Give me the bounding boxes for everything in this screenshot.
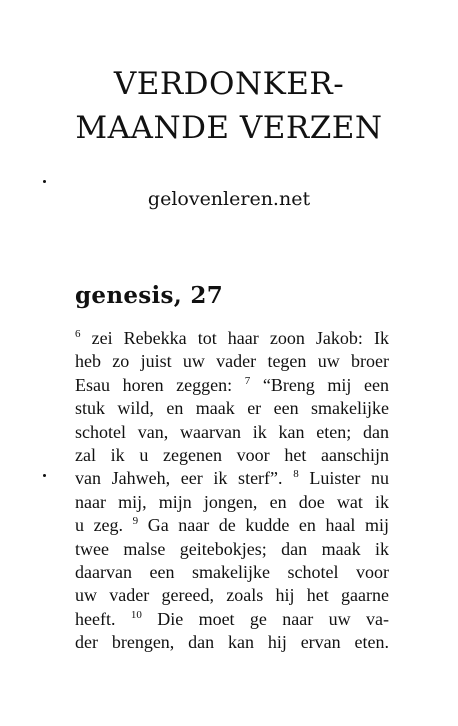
verse-line: [75, 444, 389, 467]
verse-text: Die moet ge naar uw va-: [141, 608, 389, 629]
verse-text: van Jahweh, eer ik sterf”.: [75, 468, 294, 489]
document-title: [0, 62, 458, 150]
verse-number: 8: [293, 468, 299, 481]
verse-line: [75, 538, 389, 561]
verse-line: [75, 397, 389, 420]
verse-line: [75, 514, 389, 537]
verse-line: [75, 608, 389, 631]
verse-text: “Breng mij een: [250, 374, 389, 395]
verse-text: zal ik u zegenen voor het aanschijn: [75, 445, 389, 466]
verse-text: u zeg.: [75, 515, 133, 536]
verse-line: [75, 350, 389, 373]
verse-line: [75, 421, 389, 444]
verse-text: der brengen, dan kan hij ervan eten.: [75, 632, 389, 653]
margin-dot: [43, 474, 46, 477]
verse-text: Luister nu: [298, 468, 389, 489]
title-line-2: MAANDE VERZEN: [75, 110, 383, 146]
verse-text: zei Rebekka tot haar zoon Jakob: Ik: [80, 328, 389, 348]
verse-text: uw vader gereed, zoals hij het gaarne: [75, 585, 389, 606]
verse-line: [75, 631, 389, 654]
verse-text: twee malse geitebokjes; dan maak ik: [75, 538, 389, 559]
verse-number: 6: [75, 328, 81, 340]
verse-number: 9: [132, 515, 139, 528]
verse-line: [75, 561, 389, 584]
site-name: gelovenleren.net: [147, 188, 311, 210]
verse-passage: [75, 327, 389, 655]
verse-text: heeft.: [75, 608, 131, 629]
verse-text: heb zo juist uw vader tegen uw broer: [75, 351, 389, 372]
verse-line: [75, 491, 389, 514]
verse-text: schotel van, waarvan ik kan eten; dan: [75, 421, 389, 442]
verse-line: [75, 467, 389, 490]
verse-line: [75, 374, 389, 397]
verse-text: Ga naar de kudde en haal mij: [138, 515, 389, 536]
verse-number: 10: [130, 608, 142, 621]
verse-number: 7: [244, 374, 251, 387]
verse-line: [75, 327, 389, 350]
margin-dot: [43, 180, 46, 183]
title-line-1: VERDONKER-: [113, 66, 345, 102]
verse-line: [75, 584, 389, 607]
verse-text: Esau horen zeggen:: [75, 374, 245, 395]
verse-text: daarvan een smakelijke schotel voor: [75, 562, 389, 583]
verse-text: stuk wild, en maak er een smakelijke: [75, 398, 389, 419]
verse-text: naar mij, mijn jongen, en doe wat ik: [75, 491, 389, 512]
chapter-heading: genesis, 27: [75, 282, 224, 309]
